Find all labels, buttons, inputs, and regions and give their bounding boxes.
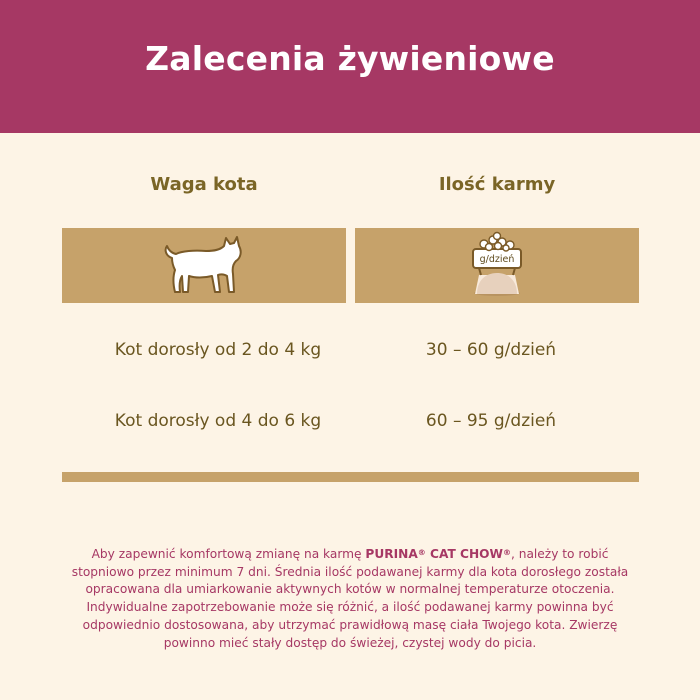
brand-purina: PURINA® CAT CHOW®	[365, 547, 511, 561]
brand-cat-chow: CAT CHOW	[425, 547, 503, 561]
registered-mark: ®	[417, 548, 426, 557]
table-bottom-divider	[62, 472, 639, 482]
column-header-amount: Ilość karmy	[438, 174, 556, 195]
header-banner	[0, 0, 700, 133]
weight-icon-band	[62, 228, 346, 303]
page-title: Zalecenia żywieniowe	[145, 39, 555, 78]
row-1-weight: Kot dorosły od 2 do 4 kg	[114, 340, 322, 360]
footnote-body: , należy to robić stopniowo przez minimum 7 dni. Średnia ilość podawanej karmy dla kota dorosłego została opracowana dla umiarkowanie aktywnych kotów w normalnej temperaturze otoczenia. Indywidualne zapotrzebowanie może się różnić, a ilość podawanej karmy powinna być odpowiednio dostosowana, aby utrzymać prawidłową masę ciała Twojego kota. Zwierzę powinno mieć stały dostęp do świeżej, czystej wody do picia.	[71, 547, 629, 650]
column-header-weight: Waga kota	[150, 174, 258, 195]
registered-mark-2: ®	[502, 548, 511, 557]
feeding-footnote	[62, 546, 638, 652]
row-1-amount: 30 – 60 g/dzień	[425, 340, 557, 360]
bowl-label: g/dzień	[479, 253, 515, 265]
food-bowl-icon	[467, 231, 527, 301]
amount-icon-band	[355, 228, 639, 303]
cat-silhouette-icon	[162, 234, 246, 298]
row-2-weight: Kot dorosły od 4 do 6 kg	[114, 411, 322, 431]
row-2-amount: 60 – 95 g/dzień	[425, 411, 557, 431]
footnote-intro: Aby zapewnić komfortową zmianę na karmę	[91, 547, 366, 561]
